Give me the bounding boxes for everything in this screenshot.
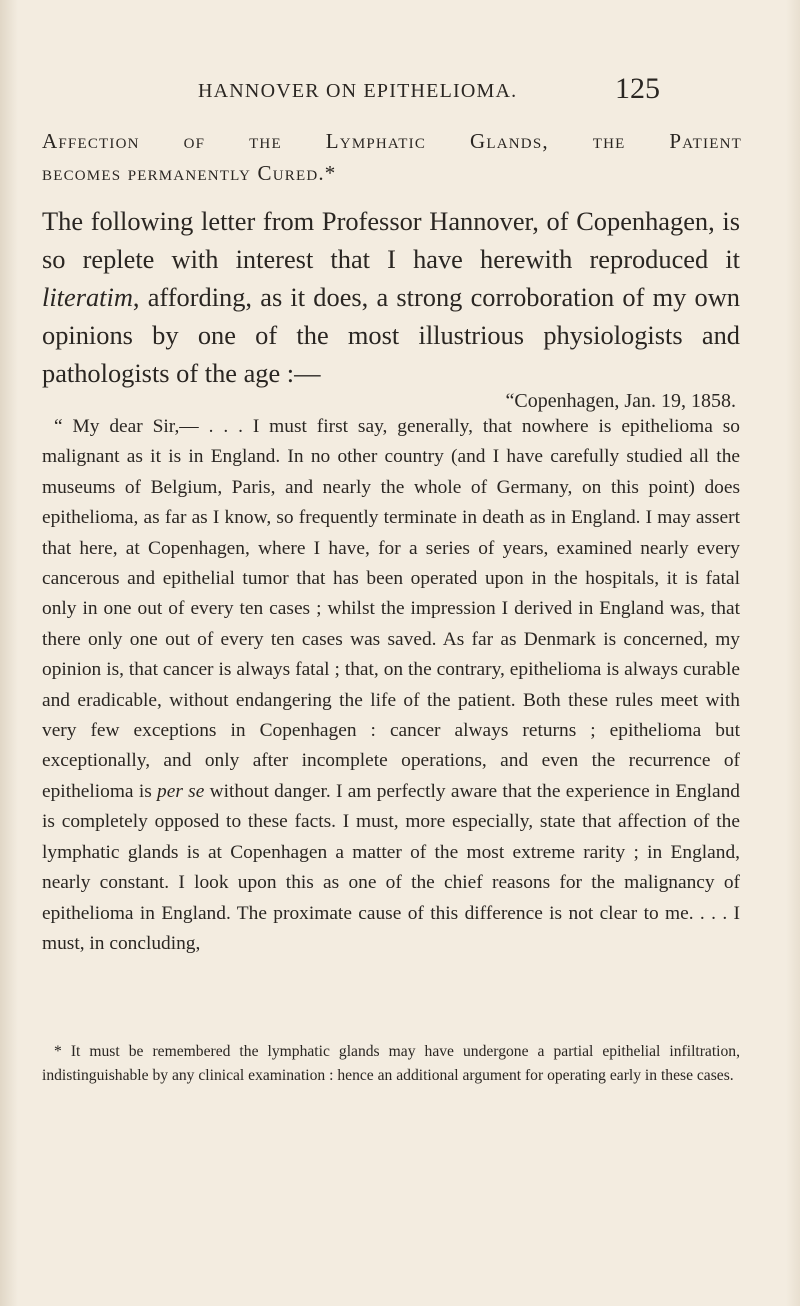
section-heading bbox=[42, 125, 742, 189]
letter-italic-phrase: per se bbox=[157, 780, 205, 802]
lead-text-before: The following letter from Professor Hannover, of Copenhagen, is so replete with interest that I have herewith reproduced it bbox=[42, 206, 740, 274]
lead-paragraph bbox=[42, 202, 740, 392]
section-heading-line-1: Affection of the Lymphatic Glands, the Patient bbox=[42, 129, 742, 153]
letter-body bbox=[42, 412, 740, 959]
lead-text-after: , affording, as it does, a strong corroboration of my own opinions by one of the most illustrious physiologists and pathologists of the age :— bbox=[42, 282, 740, 388]
footnote: * It must be remembered the lymphatic glands may have undergone a partial epithelial infiltration, indistinguishable by any clinical examination : hence an additional argument for operating early in these cases. bbox=[42, 1043, 740, 1084]
letter-dateline: “Copenhagen, Jan. 19, 1858. bbox=[505, 390, 736, 412]
running-title: HANNOVER ON EPITHELIOMA. bbox=[198, 80, 518, 102]
lead-italic-word: literatim bbox=[42, 282, 133, 312]
running-head bbox=[198, 72, 660, 108]
letter-text-before: “ My dear Sir,— . . . I must first say, generally, that nowhere is epithelioma so malignant as it is in England. In no other country (and I have carefully studied all the museums of Belgium, Paris, and nearly the whole of Germany, on this point) does epithelioma, as far as I know, so frequently terminate in death as in England. I may assert that here, at Copenhagen, where I have, for a series of years, examined nearly every cancerous and epithelial tumor that has been operated upon in the hospitals, it is fatal only in one out of every ten cases ; whilst the impression I derived in England was, that there only one out of every ten cases was saved. As far as Denmark is concerned, my opinion is, that cancer is always fatal ; that, on the contrary, epithelioma is always curable and eradicable, without endangering the life of the patient. Both these rules meet with very few exceptions in Copenhagen : cancer always returns ; epithelioma but exceptionally, and only after incomplete operations, and even the recurrence of epithelioma is bbox=[42, 416, 740, 802]
letter-text-after: without danger. I am perfectly aware that the experience in England is completely opposed to these facts. I must, more especially, state that affection of the lymphatic glands is at Copenhagen a matter of the most extreme rarity ; in England, nearly constant. I look upon this as one of the chief reasons for the malignancy of epithelioma in England. The proximate cause of this difference is not clear to me. . . . I must, in concluding, bbox=[42, 780, 740, 954]
section-heading-line-2: becomes permanently Cured.* bbox=[42, 161, 337, 185]
page-number: 125 bbox=[615, 72, 660, 105]
